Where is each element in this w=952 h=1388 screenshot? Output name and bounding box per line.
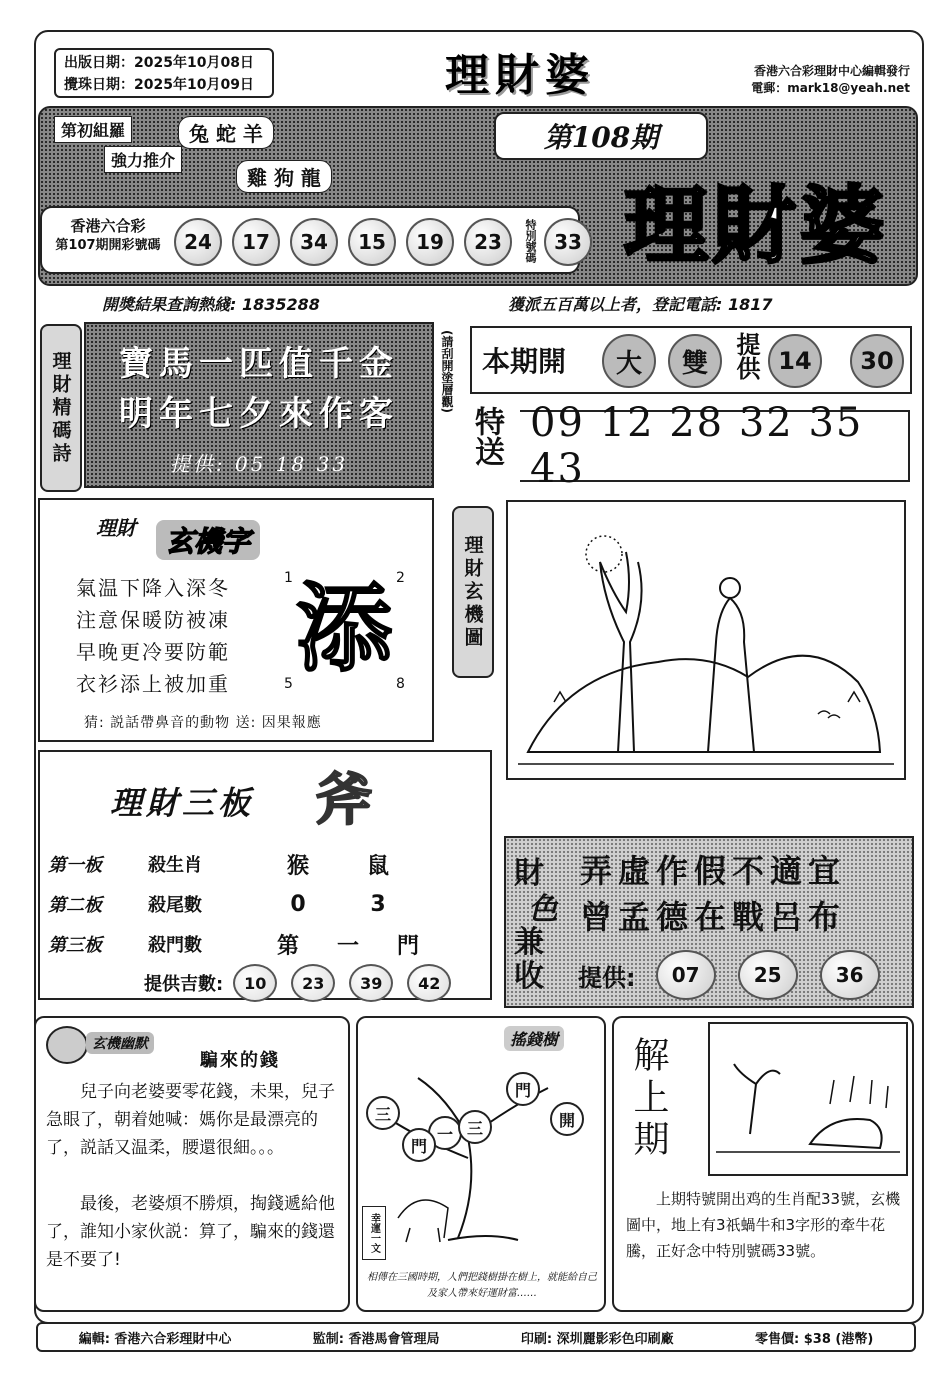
axis-value: 第	[276, 933, 299, 959]
footer-printer: 印刷: 深圳麗影彩色印刷廠	[520, 1331, 674, 1347]
issue-badge: 第108期	[494, 112, 708, 160]
poem-line1: 寶馬一匹值千金	[119, 344, 399, 384]
both-ways-label-b: 色	[528, 892, 558, 927]
both-ways-ball: 36	[820, 950, 880, 1000]
banner-tag1: 第初組羅	[54, 116, 132, 143]
last-issue-panel	[612, 1016, 914, 1312]
both-ways-line2: 曾孟德在戰呂布	[580, 898, 847, 936]
humor-title: 騙來的錢	[200, 1050, 280, 1071]
axis-value: 一	[336, 933, 359, 959]
poem-panel	[84, 322, 434, 488]
lucky-label: 提供吉數:	[144, 974, 224, 995]
puzzle-picture	[506, 500, 906, 780]
lucky-ball: 39	[349, 964, 393, 1002]
tree-fruit: 門	[402, 1128, 436, 1162]
riddle-footer: 猜: 説話帶鼻音的動物 送: 因果報應	[84, 715, 322, 731]
axis-kind: 殺門數	[148, 935, 202, 956]
banner-tag2: 強力推介	[104, 146, 182, 173]
prev-issue-label: 第107期開彩號碼	[55, 238, 161, 253]
money-tree-caption: 相傳在三國時期，人們把錢樹掛在樹上，就能給自己及家人帶來好運財富……	[367, 1272, 597, 1299]
riddle-line: 衣衫添上被加重	[76, 672, 230, 696]
banner-tag2-value: 雞 狗 龍	[236, 160, 332, 193]
riddle-label: 理財	[96, 516, 136, 540]
date-box	[54, 48, 274, 98]
gift-numbers: 09 12 28 32 35 43	[520, 410, 910, 482]
tree-fruit: 開	[550, 1102, 584, 1136]
publish-date: 出版日期：2025年10月08日	[64, 55, 254, 71]
axis-value: 3	[370, 891, 386, 917]
humor-tag: 玄機幽默	[86, 1032, 154, 1054]
axis-value: 0	[290, 891, 306, 917]
axis-value: 猴	[286, 853, 309, 879]
big-small-ball: 大	[602, 334, 656, 388]
result-balls	[174, 218, 602, 266]
result-ball: 34	[290, 218, 338, 266]
last-issue-picture	[708, 1022, 908, 1176]
both-ways-ball: 25	[738, 950, 798, 1000]
riddle-line: 注意保暖防被凍	[76, 608, 230, 632]
riddle-panel	[38, 498, 434, 742]
banner-tag1-value: 兔 蛇 羊	[178, 116, 274, 149]
humor-para2: 最後，老婆煩不勝煩，掏錢遞給他了，誰知小家伙説：算了，騙來的錢還是不要了!	[46, 1194, 335, 1270]
both-ways-line1: 弄虛作假不適宜	[580, 852, 847, 890]
axis-row	[48, 924, 478, 964]
axis-value: 鼠	[366, 853, 389, 879]
lucky-ball: 10	[233, 964, 277, 1002]
lucky-ball: 42	[407, 964, 451, 1002]
three-axes-panel	[38, 750, 492, 1000]
banner-big-title: 理財婆	[623, 175, 888, 275]
cartoon-face-icon	[46, 1026, 88, 1064]
footer-supervisor: 監制: 香港馬會管理局	[312, 1331, 440, 1347]
puzzle-pic-label: 理財玄機圖	[452, 506, 494, 678]
tree-fruit: 一	[428, 1116, 462, 1150]
riddle-title: 玄機字	[156, 520, 260, 560]
result-label	[48, 216, 168, 256]
draw-date: 攪珠日期：2025年10月09日	[64, 77, 254, 93]
result-panel	[40, 206, 580, 274]
corner-8: 8	[396, 676, 405, 692]
hotline-left: 開獎結果查詢熱綫: 1835288	[102, 295, 320, 314]
footer-price: 零售價: $38 (港幣)	[755, 1331, 874, 1347]
humor-panel	[34, 1016, 350, 1312]
scratch-note: (請刮開塗層觀)	[440, 330, 454, 413]
money-tree-tag: 幸運一文	[362, 1206, 386, 1260]
lucky-ball: 23	[291, 964, 335, 1002]
axis-kind: 殺生肖	[148, 855, 202, 876]
provide-label: 提供	[732, 332, 761, 380]
special-label: 特別號碼	[524, 219, 537, 263]
email-line: 電郵：mark18@yeah.net	[751, 81, 910, 95]
corner-5: 5	[284, 676, 293, 692]
masthead-title: 理財婆	[445, 50, 595, 101]
tree-fruit: 三	[366, 1096, 400, 1130]
money-tree-panel	[356, 1016, 606, 1312]
three-axes-char: 斧	[316, 767, 372, 833]
both-ways-label-c: 兼收	[514, 925, 544, 994]
both-ways-label-a: 財	[514, 856, 544, 891]
poem-line2: 明年七夕來作客	[119, 394, 399, 434]
lottery-name: 香港六合彩	[70, 217, 146, 235]
this-issue-label: 本期開	[482, 345, 567, 378]
this-issue-panel	[470, 326, 912, 394]
special-ball: 33	[544, 218, 592, 266]
poem-provide: 提供: 05 18 33	[169, 452, 349, 476]
corner-2: 2	[396, 570, 405, 586]
odd-even-ball: 雙	[668, 334, 722, 388]
riddle-lines	[76, 572, 230, 700]
three-axes-title: 理財三板	[110, 784, 255, 822]
axis-label: 第三板	[48, 935, 102, 956]
axis-label: 第二板	[48, 895, 102, 916]
axes-rows	[48, 844, 478, 964]
axis-row	[48, 844, 478, 884]
humor-para1: 兒子向老婆要零花錢，未果，兒子急眼了，朝着她喊：媽你是最漂亮的了，説話又温柔，腰還很細。。。	[46, 1082, 335, 1158]
riddle-char: 添	[296, 571, 392, 685]
tree-fruit: 三	[458, 1110, 492, 1144]
result-ball: 24	[174, 218, 222, 266]
both-ways-panel	[504, 836, 914, 1008]
footer-editor: 編輯: 香港六合彩理財中心	[78, 1331, 232, 1347]
riddle-line: 氣温下降入深冬	[76, 576, 230, 600]
provide-ball-1: 14	[768, 334, 822, 388]
axis-kind: 殺尾數	[148, 895, 202, 916]
footer-bar	[36, 1322, 916, 1352]
both-ways-ball: 07	[656, 950, 716, 1000]
result-ball: 19	[406, 218, 454, 266]
provide-ball-2: 30	[850, 334, 904, 388]
publisher-line: 香港六合彩理財中心編輯發行	[753, 64, 910, 78]
bull-field-drawing	[710, 1024, 906, 1174]
both-ways-provide	[578, 950, 890, 1000]
tree-fruit: 門	[506, 1072, 540, 1106]
last-issue-title: 解上期	[628, 1036, 669, 1162]
gift-label: 特送	[469, 406, 504, 466]
axis-label: 第一板	[48, 855, 102, 876]
corner-1: 1	[284, 570, 293, 586]
result-ball: 17	[232, 218, 280, 266]
poem-side-label: 理財精碼詩	[40, 324, 82, 492]
hotline-right: 獲派五百萬以上者，登記電話: 1817	[508, 295, 773, 314]
axis-row	[48, 884, 478, 924]
riddle-line: 早晚更冷要防範	[76, 640, 230, 664]
lucky-row	[144, 964, 465, 1002]
both-ways-provide-label: 提供:	[578, 963, 636, 992]
publisher-block	[660, 62, 910, 96]
tree-and-lady-drawing	[508, 502, 904, 778]
result-ball: 23	[464, 218, 512, 266]
axis-value: 門	[396, 933, 419, 959]
result-ball: 15	[348, 218, 396, 266]
money-tree-title: 搖錢樹	[504, 1026, 564, 1051]
last-issue-text: 上期特號開出鸡的生肖配33號，玄機圖中，地上有3祇蝸牛和3字形的牽牛花騰，正好念中特別號碼33號。	[626, 1190, 901, 1260]
